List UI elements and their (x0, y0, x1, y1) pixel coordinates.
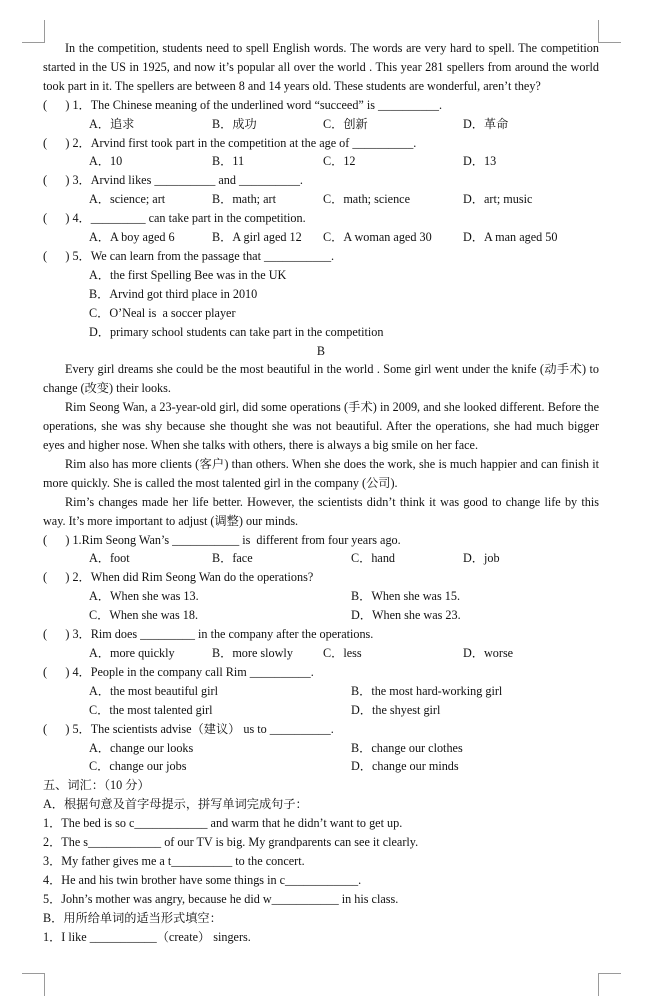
option-c: C．hand (351, 551, 396, 566)
option-c: C．math; science (323, 192, 410, 207)
passage-a-intro: In the competition, students need to spell English words. The words are very hard to spell. The competition started in the US in 1925, and now it’s popular all over the world . This year 281 spellers from around the world took part in it. The spellers are between 8 and 14 years old. These students are wonderful, aren’t they? (43, 41, 599, 93)
options-row-1 (43, 682, 599, 701)
question-a4 (43, 209, 599, 247)
question-b4 (43, 663, 599, 720)
option-a: A．the most beautiful girl (89, 683, 218, 698)
question-text: ( ) 5．We can learn from the passage that ___________. (43, 248, 335, 263)
question-text: ( ) 1．The Chinese meaning of the underlined word “succeed” is __________. (43, 97, 443, 112)
option-c: C．the most talented girl (89, 702, 213, 717)
option-c: C．less (323, 646, 362, 660)
crop-mark-top-right (598, 20, 621, 43)
option-c: C．change our jobs (89, 759, 187, 774)
options (43, 644, 599, 663)
option-b: B．A girl aged 12 (212, 230, 302, 245)
section-b-heading: B (316, 343, 326, 358)
vocab-item-4: 4．He and his twin brother have some things in c____________. (43, 872, 362, 887)
option-b: B．face (212, 551, 253, 566)
option-c: C．创新 (323, 116, 368, 131)
option-b: B．When she was 15. (351, 589, 460, 604)
question-b2 (43, 568, 599, 625)
question-text: ( ) 2．Arvind first took part in the competition at the age of __________. (43, 135, 417, 150)
options (43, 549, 599, 568)
option-b: B．Arvind got third place in 2010 (89, 286, 258, 301)
document-page (43, 39, 599, 947)
option-b: B．math; art (212, 192, 276, 207)
passage-b-paragraph-2: Rim Seong Wan, a 23-year-old girl, did some operations (手术) in 2009, and she looked different. Before the operations, she was shy because she thought she was not beautiful. After the operations, she had much bigger eyes and higher nose. When she talks with others, there is always a big smile on her face. (43, 400, 599, 453)
options (43, 190, 599, 209)
option-a: A．foot (89, 551, 130, 566)
vocab-item-2: 2．The s____________ of our TV is big. My grandparents can see it clearly. (43, 835, 419, 850)
option-a: A．When she was 13. (89, 589, 199, 604)
options (43, 152, 599, 171)
options-row-1 (43, 587, 599, 606)
options-row-1 (43, 739, 599, 758)
option-d: D．worse (463, 646, 514, 660)
passage-b-paragraph-3: Rim also has more clients (客户) than others. When she does the work, she is much happier and can finish it more quickly. She is called the most talented girl in the company (公司). (43, 456, 599, 490)
option-d: D．A man aged 50 (463, 230, 558, 245)
option-b: B．11 (212, 154, 245, 169)
option-d: D．art; music (463, 192, 533, 207)
option-a: A．science; art (89, 192, 166, 207)
option-b: B．change our clothes (351, 740, 463, 755)
option-a: A．A boy aged 6 (89, 230, 175, 245)
word-form-item-1: 1．I like ___________（create） singers. (43, 929, 251, 944)
option-d: D．the shyest girl (351, 702, 441, 717)
vocab-item-5: 5．John’s mother was angry, because he did w___________ in his class. (43, 891, 399, 906)
option-a: A．the first Spelling Bee was in the UK (89, 267, 287, 282)
option-c: C．When she was 18. (89, 608, 198, 623)
option-d: D．When she was 23. (351, 608, 461, 623)
question-a3 (43, 171, 599, 209)
section-5-title: 五、词汇：（10 分） (43, 778, 150, 793)
option-c: C．12 (323, 154, 356, 169)
option-c: C．O’Neal is a soccer player (89, 305, 236, 320)
question-text: ( ) 3．Rim does _________ in the company after the operations. (43, 627, 374, 642)
section-5a-title: A．根据句意及首字母提示，拼写单词完成句子： (43, 797, 308, 812)
question-text: ( ) 2．When did Rim Seong Wan do the operations? (43, 570, 314, 585)
option-d: D．change our minds (351, 759, 459, 774)
question-a1 (43, 96, 599, 134)
vocab-item-1: 1．The bed is so c____________ and warm that he didn’t want to get up. (43, 816, 403, 831)
option-b: B．more slowly (212, 646, 293, 660)
option-b: B．成功 (212, 116, 257, 131)
crop-mark-bottom-right (598, 973, 621, 996)
question-b1 (43, 531, 599, 569)
question-text: ( ) 1.Rim Seong Wan’s ___________ is different from four years ago. (43, 532, 401, 547)
option-d: D．job (463, 551, 500, 566)
options-row-2 (43, 701, 599, 720)
option-b: B．the most hard-working girl (351, 683, 503, 698)
question-b3 (43, 625, 599, 663)
question-a2 (43, 134, 599, 172)
option-a: A．追求 (89, 116, 135, 131)
option-a: A．change our looks (89, 740, 194, 755)
question-text: ( ) 4．People in the company call Rim __________. (43, 664, 314, 679)
option-a: A．more quickly (89, 646, 175, 660)
passage-b-paragraph-4: Rim’s changes made her life better. However, the scientists didn’t think it was good to change life by this way. It’s more important to adjust (调整) our minds. (43, 494, 599, 528)
option-d: D．primary school students can take part in the competition (89, 324, 384, 339)
question-a5 (43, 247, 599, 342)
question-b5 (43, 720, 599, 777)
passage-b-paragraph-1: Every girl dreams she could be the most beautiful in the world . Some girl went under the knife (动手术) to change (改变) their looks. (43, 362, 599, 396)
crop-mark-bottom-left (22, 973, 45, 996)
option-a: A．10 (89, 154, 123, 169)
option-c: C．A woman aged 30 (323, 230, 432, 245)
options-row-2 (43, 606, 599, 625)
options (43, 115, 599, 134)
vocab-item-3: 3．My father gives me a t__________ to the concert. (43, 853, 305, 868)
option-d: D．革命 (463, 116, 509, 131)
question-text: ( ) 3．Arvind likes __________ and __________. (43, 173, 303, 188)
question-text: ( ) 4．_________ can take part in the competition. (43, 211, 306, 226)
options-row-2 (43, 757, 599, 776)
question-text: ( ) 5．The scientists advise（建议） us to __________. (43, 721, 334, 736)
section-5b-title: B．用所给单词的适当形式填空： (43, 910, 222, 925)
options (43, 228, 599, 247)
option-d: D．13 (463, 154, 497, 169)
crop-mark-top-left (22, 20, 45, 43)
